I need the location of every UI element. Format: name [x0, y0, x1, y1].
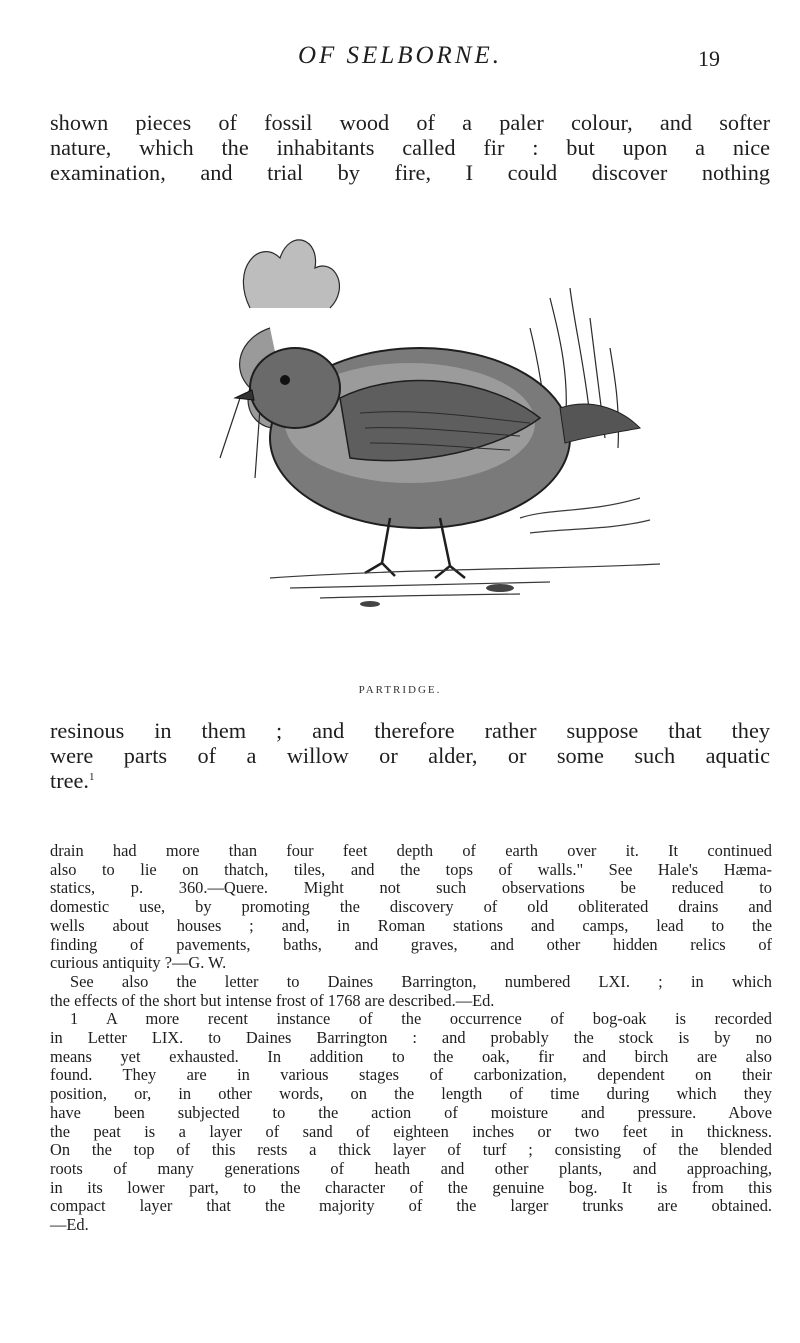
- figure-caption: PARTRIDGE.: [358, 684, 442, 696]
- footnote-line: statics, p. 360.—Quere. Might not such observations be reduced to: [50, 878, 772, 898]
- running-title: OF SELBORNE.: [297, 42, 503, 69]
- footnote-line: wells about houses ; and, in Roman stations and camps, lead to the: [50, 915, 772, 935]
- footnote-line: 1 A more recent instance of the occurrence of bog-oak is recorded: [70, 1009, 772, 1029]
- footnote-marker: 1: [89, 771, 95, 783]
- footnote-line: compact layer that the majority of the larger trunks are obtained.: [50, 1196, 772, 1216]
- running-head: [0, 42, 800, 72]
- partridge-illustration: [120, 168, 680, 668]
- footnote-line: —Ed.: [50, 1215, 89, 1235]
- footnote-line: domestic use, by promoting the discovery of old obliterated drains and: [50, 897, 772, 917]
- footnote-line: found. They are in various stages of carbonization, dependent on their: [50, 1065, 772, 1085]
- footnote-line: also to lie on thatch, tiles, and the tops of walls." See Hale's Hæma-: [50, 859, 772, 879]
- page-number: 19: [698, 46, 720, 71]
- footnote-line: finding of pavements, baths, and graves, and other hidden relics of: [50, 934, 772, 954]
- footnotes: [50, 842, 772, 1235]
- footnote-line: curious antiquity ?—G. W.: [50, 953, 227, 973]
- footnote-line: have been subjected to the action of moisture and pressure. Above: [50, 1102, 772, 1122]
- footnote-line: position, or, in other words, on the length of time during which they: [50, 1084, 772, 1104]
- text-line: examination, and trial by fire, I could discover nothing: [50, 160, 770, 185]
- text-line: tree.: [50, 768, 89, 793]
- footnote-line: the peat is a layer of sand of eighteen inches or two feet in thickness.: [50, 1121, 772, 1141]
- footnote-line: means yet exhausted. In addition to the oak, fir and birch are also: [50, 1046, 772, 1066]
- text-line: resinous in them ; and therefore rather suppose that they: [50, 718, 770, 743]
- footnote-line: On the top of this rests a thick layer of turf ; consisting of the blended: [50, 1140, 772, 1160]
- footnote-line: the effects of the short but intense frost of 1768 are described.—Ed.: [50, 990, 495, 1010]
- footnote-line: See also the letter to Daines Barrington, numbered LXI. ; in which: [70, 971, 772, 991]
- text-line: shown pieces of fossil wood of a paler colour, and softer: [50, 110, 770, 135]
- footnote-line: drain had more than four feet depth of earth over it. It continued: [50, 841, 772, 860]
- text-line-last: [50, 768, 770, 793]
- footnote-line: in its lower part, to the character of the genuine bog. It is from this: [50, 1177, 772, 1197]
- text-line: were parts of a willow or alder, or some such aquatic: [50, 743, 770, 768]
- footnote-line: in Letter LIX. to Daines Barrington : and probably the stock is by no: [50, 1028, 772, 1048]
- body-paragraph-bottom: [50, 718, 770, 793]
- footnote-line: roots of many generations of heath and other plants, and approaching,: [50, 1158, 772, 1178]
- text-line: nature, which the inhabitants called fir : but upon a nice: [50, 135, 770, 160]
